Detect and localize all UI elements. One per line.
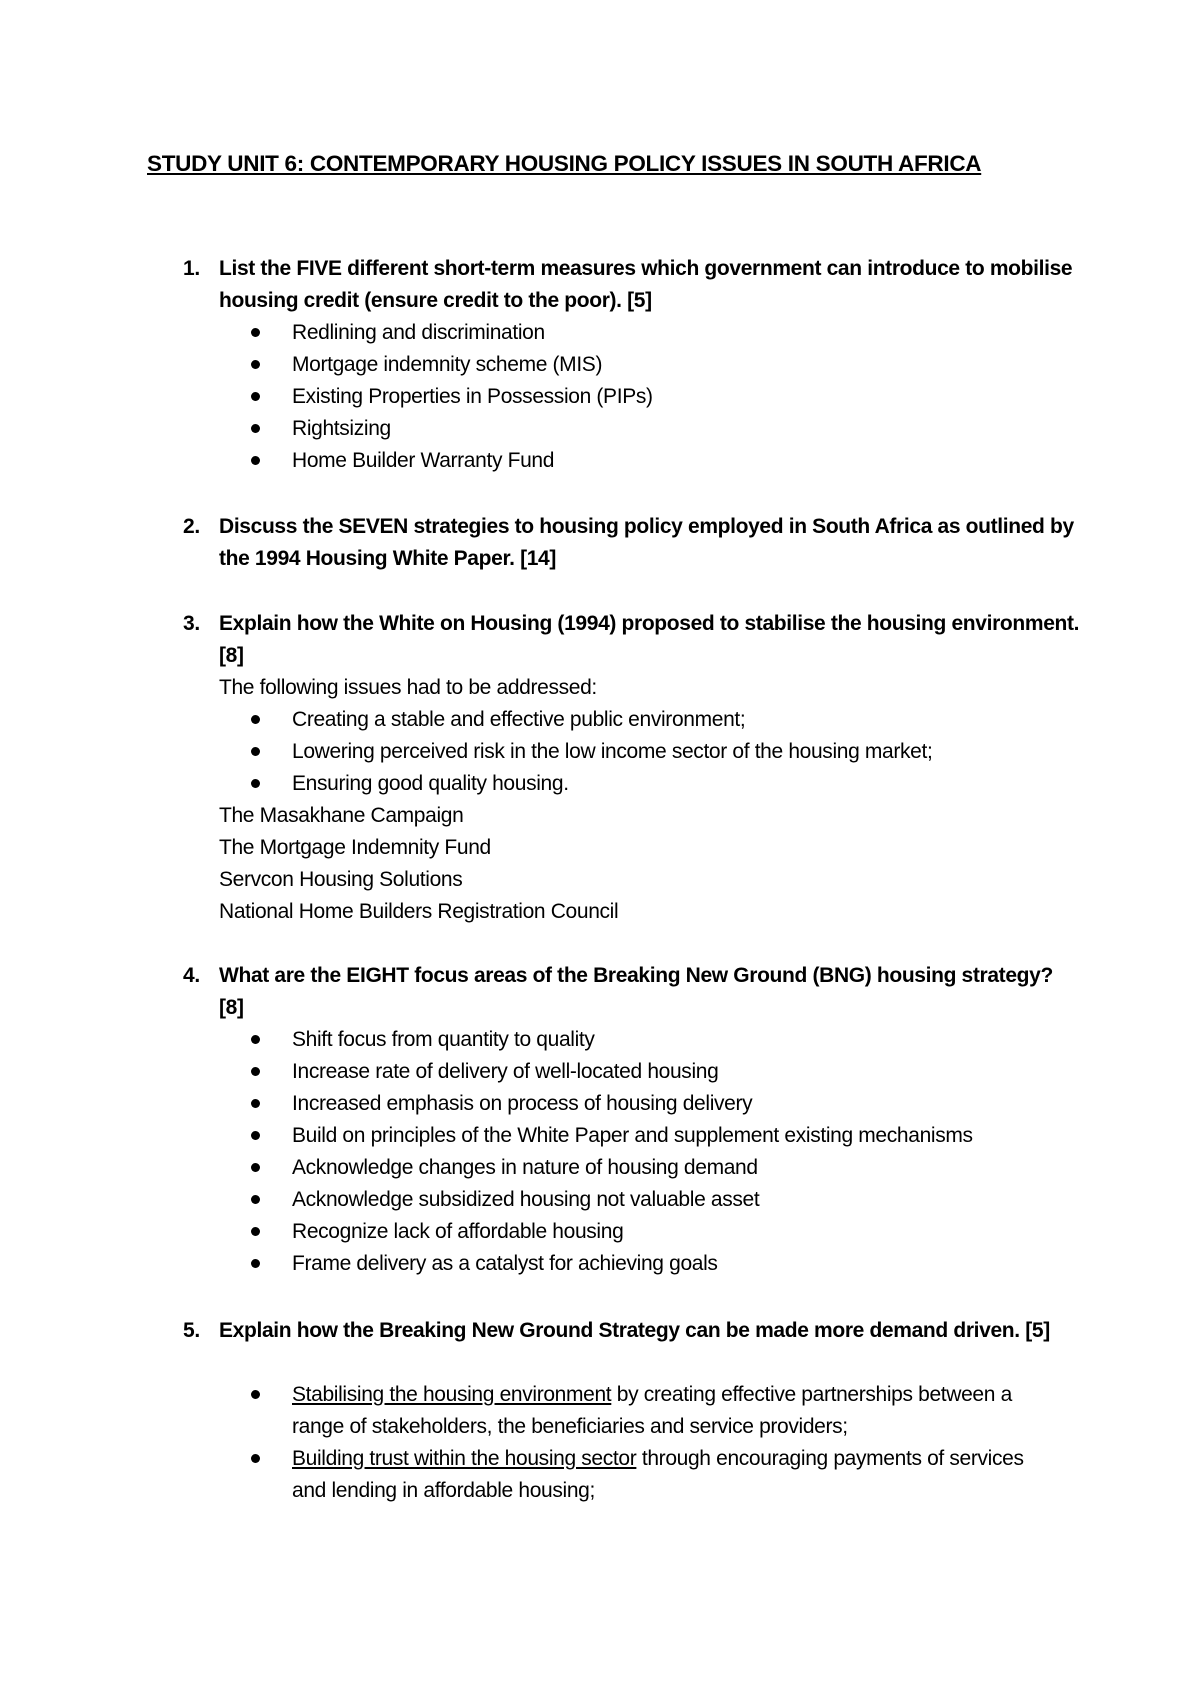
question-number: 2. [183,515,200,538]
question-text: Explain how the Breaking New Ground Strategy can be made more demand driven. [5] [219,1319,1050,1342]
list-item: Ensuring good quality housing. [0,768,932,800]
bullet-icon [251,1227,260,1236]
list-item: Increase rate of delivery of well-located housing [0,1056,973,1088]
list-item: Lowering perceived risk in the low income sector of the housing market; [0,736,932,768]
q1-bullet-list [0,317,653,477]
bullet-icon [251,392,260,401]
question-number: 1. [183,257,200,280]
list-item: Acknowledge changes in nature of housing demand [0,1152,973,1184]
bullet-icon [251,1067,260,1076]
list-item: Redlining and discrimination [0,317,653,349]
q3-line: The Masakhane Campaign [219,804,464,827]
list-item: Shift focus from quantity to quality [0,1024,973,1056]
list-item: Stabilising the housing environment by creating effective partnerships between a range of stakeholders, the beneficiaries and service providers; [0,1379,1052,1443]
list-item: Existing Properties in Possession (PIPs) [0,381,653,413]
bullet-icon [251,1099,260,1108]
list-item: Recognize lack of affordable housing [0,1216,973,1248]
list-item: Rightsizing [0,413,653,445]
question-5 [183,1315,1083,1347]
bullet-icon [251,1163,260,1172]
bullet-icon [251,1195,260,1204]
q3-intro: The following issues had to be addressed: [219,676,597,699]
bullet-icon [251,779,260,788]
question-number: 5. [183,1319,200,1342]
question-number: 4. [183,964,200,987]
q3-line: Servcon Housing Solutions [219,868,463,891]
question-text: Discuss the SEVEN strategies to housing policy employed in South Africa as outlined by the 1994 Housing White Paper. [14] [219,515,1074,570]
question-text: Explain how the White on Housing (1994) proposed to stabilise the housing environment. [8] [219,612,1080,667]
list-item: Home Builder Warranty Fund [0,445,653,477]
list-item: Acknowledge subsidized housing not valuable asset [0,1184,973,1216]
question-2 [183,511,1083,575]
list-item: Mortgage indemnity scheme (MIS) [0,349,653,381]
question-text: List the FIVE different short-term measures which government can introduce to mobilise housing credit (ensure credit to the poor). [5] [219,257,1073,312]
list-item: Frame delivery as a catalyst for achieving goals [0,1248,973,1280]
question-1 [183,253,1083,317]
bullet-icon [251,1454,260,1463]
q3-line: National Home Builders Registration Council [219,900,619,923]
bullet-icon [251,1131,260,1140]
list-item: Building trust within the housing sector through encouraging payments of services and lending in affordable housing; [0,1443,1052,1507]
list-item: Build on principles of the White Paper and supplement existing mechanisms [0,1120,973,1152]
bullet-icon [251,1259,260,1268]
bullet-icon [251,1390,260,1399]
question-3 [183,608,1083,672]
bullet-icon [251,456,260,465]
q5-bullet-list [0,1379,1052,1507]
bullet-icon [251,715,260,724]
bullet-icon [251,747,260,756]
question-number: 3. [183,612,200,635]
bullet-icon [251,328,260,337]
bullet-icon [251,1035,260,1044]
underlined-lead: Building trust within the housing sector [292,1447,637,1470]
q4-bullet-list [0,1024,973,1280]
bullet-icon [251,360,260,369]
question-text: What are the EIGHT focus areas of the Breaking New Ground (BNG) housing strategy? [8] [219,964,1053,1019]
list-item: Increased emphasis on process of housing delivery [0,1088,973,1120]
underlined-lead: Stabilising the housing environment [292,1383,612,1406]
page-title: STUDY UNIT 6: CONTEMPORARY HOUSING POLICY ISSUES IN SOUTH AFRICA [147,151,982,176]
q3-line: The Mortgage Indemnity Fund [219,836,491,859]
list-item: Creating a stable and effective public environment; [0,704,932,736]
bullet-icon [251,424,260,433]
question-4 [183,960,1083,1024]
q3-bullet-list [0,704,932,800]
